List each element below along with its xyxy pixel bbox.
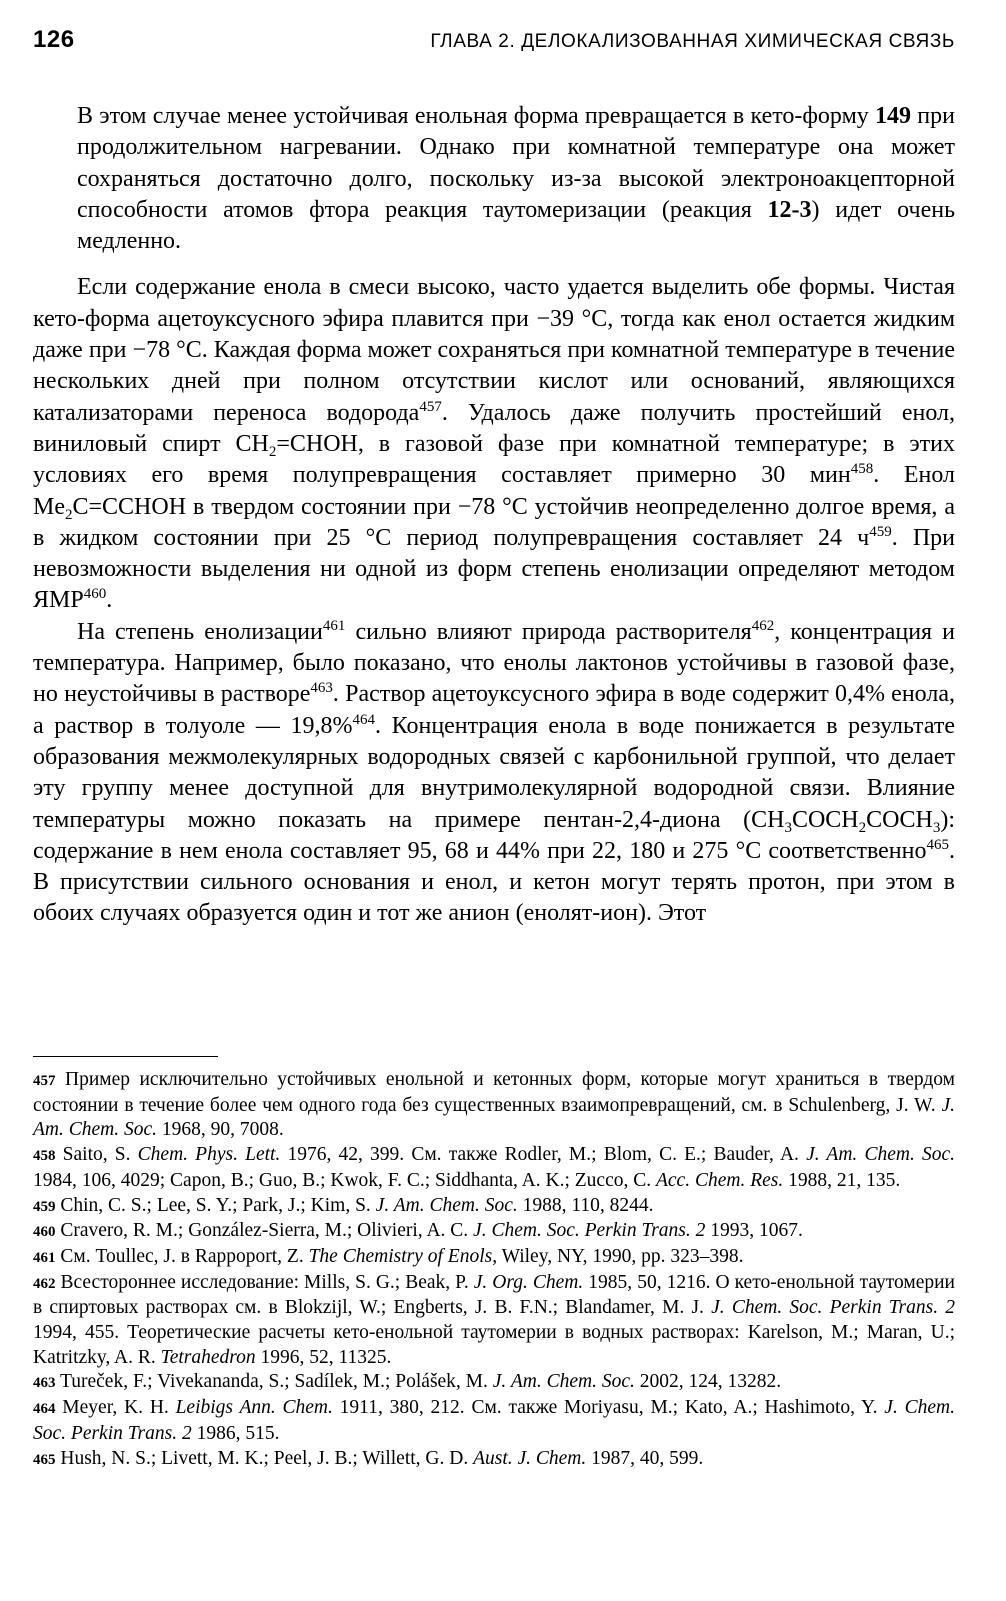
- text-run: ): содержание в нем енола составляет 95, 68 и 44% при 22, 180 и 275 °С соответственно: [33, 806, 955, 864]
- text-run: 1987, 40, 599.: [586, 1447, 704, 1469]
- text-run: Пример исключительно устойчивых енольной и кетонных форм, которые могут храниться в твердом состоянии в течение более чем одного года без существенных взаимопревращений, см. в Schulenberg, J. W.: [33, 1069, 955, 1116]
- journal-title: J. Org. Chem.: [473, 1271, 584, 1293]
- running-header: [33, 26, 955, 54]
- text-run: 1988, 21, 135.: [783, 1169, 901, 1191]
- journal-title: J. Am. Chem. Soc.: [806, 1144, 956, 1166]
- text-run: Если содержание енола в смеси высоко, часто удается выделить обе формы. Чистая кето-форма ацетоуксусного эфира плавится при −39 °С, тогда как енол остается жидким даже при −78 °С. Каждая форма может сохраняться при комнатной температуре в течение нескольких дней при полном отсутствии кислот или оснований, являющихся катализаторами переноса водорода: [33, 274, 955, 426]
- journal-title: Aust. J. Chem.: [473, 1447, 587, 1469]
- footnote-ref[interactable]: 463: [310, 680, 333, 697]
- journal-title: Acc. Chem. Res.: [655, 1169, 784, 1191]
- footnote-457: [33, 1068, 955, 1143]
- text-run: На степень енолизации: [77, 618, 323, 645]
- text-run: 1994, 455. Теоретические расчеты кето-енольной таутомерии в водных растворах: Karelson, M.; Maran, U.; Katritzky, A. R.: [33, 1322, 955, 1368]
- footnote-462: [33, 1271, 955, 1371]
- text-run: . Удалось даже получить простейший енол, виниловый спирт CH: [33, 399, 955, 457]
- text-run: C=CCHOH в твердом состоянии при −78 °С устойчив неопределенно долгое время, а в жидком состоянии при 25 °С период полупревращения составляет 24 ч: [33, 493, 955, 551]
- footnotes: [33, 1068, 955, 1472]
- journal-title: Chem. Phys. Lett.: [137, 1144, 281, 1166]
- journal-title: J. Chem. Soc. Perkin Trans. 2: [711, 1297, 956, 1319]
- paragraph-1: [33, 101, 955, 257]
- footnote-460: [33, 1219, 955, 1245]
- footnote-number: 457: [33, 1073, 56, 1089]
- text-run: ) идет очень медленно.: [77, 196, 956, 255]
- journal-title: J. Am. Chem. Soc.: [492, 1371, 635, 1393]
- text-run: COCH: [866, 806, 933, 833]
- footnote-number: 465: [33, 1451, 56, 1468]
- text-run: . В присутствии сильного основания и енол, и кетон могут терять протон, при этом в обоих случаях образуется один и тот же анион (енолят-ион). Этот: [33, 837, 955, 927]
- footnote-ref[interactable]: 465: [926, 836, 949, 853]
- footnote-ref[interactable]: 464: [352, 711, 376, 728]
- journal-title: Leibigs Ann. Chem.: [175, 1397, 333, 1419]
- text-run: 1968, 90, 7008.: [157, 1119, 284, 1141]
- footnote-464: [33, 1396, 955, 1446]
- main-text: [33, 101, 955, 930]
- text-run: 1985, 50, 1216. О кето-енольной таутомерии в спиртовых растворах см. в Blokzijl, W.; Engberts, J. B. F.N.; Blandamer, M. J.: [33, 1271, 955, 1319]
- page-number: 126: [33, 26, 75, 53]
- subscript: 3: [784, 819, 792, 836]
- footnote-ref[interactable]: 461: [322, 617, 346, 634]
- footnote-number: 458: [33, 1148, 56, 1165]
- chapter-title: ГЛАВА 2. ДЕЛОКАЛИЗОВАННАЯ ХИМИЧЕСКАЯ СВЯЗЬ: [430, 31, 955, 52]
- journal-title: J. Chem. Soc. Perkin Trans. 2: [33, 1397, 955, 1444]
- text-run: 1996, 52, 11325.: [255, 1346, 392, 1368]
- text-run: . При невозможности выделения ни одной из форм степень енолизации определяют методом ЯМР: [33, 524, 955, 614]
- text-run: , Wiley, NY, 1990, pp. 323–398.: [492, 1245, 744, 1267]
- footnote-number: 464: [33, 1401, 56, 1418]
- text-run: Chin, C. S.; Lee, S. Y.; Park, J.; Kim, S.: [60, 1194, 376, 1216]
- text-run: , концентрация и температура. Например, было показано, что енолы лактонов устойчивы в газовой фазе, но неустойчивы в растворе: [33, 618, 955, 708]
- text-run: . Концентрация енола в воде понижается в результате образования межмолекулярных водородных связей с карбонильной группой, что делает эту группу менее доступной для внутримолекулярной водородной связи. Влияние температуры можно показать на примере пентан-2,4-диона (CH: [33, 712, 956, 833]
- text-run: 2002, 124, 13282.: [634, 1371, 782, 1393]
- subscript: 2: [65, 506, 73, 523]
- footnote-459: [33, 1194, 955, 1220]
- text-run: 1986, 515.: [191, 1422, 280, 1444]
- journal-title: J. Chem. Soc. Perkin Trans. 2: [473, 1220, 706, 1242]
- paragraph-2: [33, 272, 955, 616]
- footnote-ref[interactable]: 462: [751, 617, 775, 634]
- reaction-number: 12-3: [767, 196, 812, 223]
- text-run: . Раствор ацетоуксусного эфира в воде содержит 0,4% енола, а раствор в толуоле — 19,8%: [33, 681, 955, 739]
- footnote-458: [33, 1143, 955, 1193]
- text-run: Hush, N. S.; Livett, M. K.; Peel, J. B.; Willett, G. D.: [60, 1447, 474, 1469]
- book-title: The Chemistry of Enols: [308, 1245, 493, 1267]
- text-run: В этом случае менее устойчивая енольная форма превращается в кето-форму: [77, 103, 876, 129]
- footnote-divider: [33, 1056, 218, 1057]
- subscript: 2: [268, 443, 277, 460]
- text-run: 1911, 380, 212. См. также Moriyasu, M.; Kato, A.; Hashimoto, Y.: [332, 1397, 885, 1419]
- text-run: 1976, 42, 399. См. также Rodler, M.; Blom, C. E.; Bauder, A.: [280, 1144, 807, 1166]
- text-run: Meyer, K. H.: [62, 1397, 176, 1419]
- text-run: 1984, 106, 4029; Capon, B.; Guo, B.; Kwok, F. C.; Siddhanta, A. K.; Zucco, C.: [33, 1169, 656, 1191]
- footnote-463: [33, 1370, 955, 1396]
- subscript: 2: [858, 819, 867, 836]
- footnote-ref[interactable]: 459: [869, 523, 892, 540]
- text-run: COCH: [791, 806, 859, 833]
- footnote-number: 463: [33, 1375, 56, 1392]
- text-run: 1993, 1067.: [705, 1220, 803, 1242]
- text-run: См. Toullec, J. в Rappoport, Z.: [60, 1245, 309, 1267]
- footnote-461: [33, 1245, 955, 1271]
- text-run: . Енол Me: [33, 462, 955, 520]
- footnote-number: 460: [33, 1224, 56, 1241]
- footnote-ref[interactable]: 457: [419, 398, 442, 415]
- footnote-number: 459: [33, 1198, 56, 1215]
- compound-number: 149: [875, 103, 912, 129]
- text-run: сильно влияют природа растворителя: [345, 618, 752, 645]
- text-run: Cravero, R. M.; González-Sierra, M.; Olivieri, A. C.: [60, 1220, 474, 1242]
- text-run: Saito, S.: [62, 1144, 138, 1166]
- journal-title: J. Am. Chem. Soc.: [375, 1194, 518, 1216]
- footnote-number: 461: [33, 1249, 56, 1266]
- footnote-ref[interactable]: 458: [850, 461, 874, 478]
- journal-title: Tetrahedron: [160, 1346, 256, 1368]
- paragraph-3: [33, 617, 955, 930]
- text-run: Tureček, F.; Vivekananda, S.; Sadílek, M.; Polášek, M.: [60, 1371, 493, 1393]
- subscript: 3: [932, 819, 941, 836]
- text-run: .: [106, 587, 113, 614]
- footnote-number: 462: [33, 1275, 56, 1292]
- text-run: Всестороннее исследование: Mills, S. G.; Beak, P.: [60, 1271, 474, 1293]
- journal-title: J. Am. Chem. Soc.: [33, 1094, 955, 1141]
- footnote-465: [33, 1447, 955, 1473]
- text-run: 1988, 110, 8244.: [517, 1194, 654, 1216]
- footnote-ref[interactable]: 460: [83, 586, 107, 603]
- text-run: при продолжительном нагревании. Однако при комнатной температуре она может сохраняться достаточно долго, поскольку из-за высокой электроноакцепторной способности атомов фтора реакция таутомеризации (реакция: [77, 103, 955, 223]
- text-run: =CHOH, в газовой фазе при комнатной температуре; в этих условиях его время полупревращения составляет примерно 30 мин: [33, 430, 955, 489]
